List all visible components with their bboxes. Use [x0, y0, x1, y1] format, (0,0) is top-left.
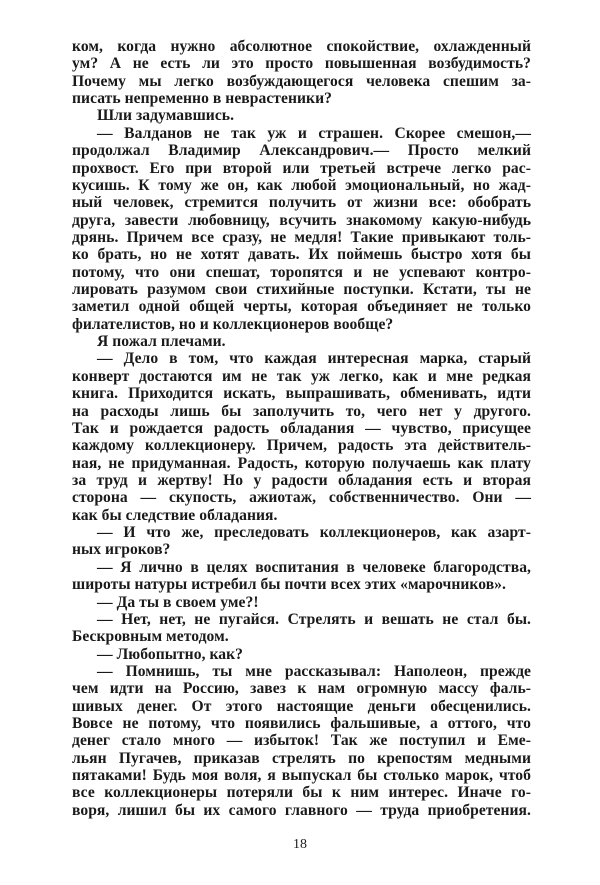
text-line: Вовсе не потому, что появились фальшивые, а оттого, что	[72, 715, 531, 733]
text-line: — Да ты в своем уме?!	[97, 593, 259, 611]
page-text	[72, 38, 531, 819]
text-line: сторона — скупость, ажиотаж, собственничество. Они —	[72, 489, 531, 507]
text-line: на расходы лишь бы заполучить то, чего нет у другого.	[72, 402, 531, 420]
text-line: продолжал Владимир Александрович.— Просто мелкий	[72, 142, 531, 160]
paragraph	[72, 524, 531, 559]
text-line: лировать разумом свои стихийные поступки. Кстати, ты не	[72, 281, 531, 299]
text-line: — Любопытно, как?	[97, 645, 243, 663]
text-line: — Валданов не так уж и страшен. Скорее смешон,—	[97, 124, 531, 142]
text-line: — Нет, нет, не пугайся. Стрелять и вешать не стал бы.	[97, 610, 531, 628]
text-line: филателистов, но и коллекционеров вообще?	[72, 315, 394, 333]
text-line: дрянь. Причем все сразу, не медля! Такие привыкают толь-	[72, 228, 531, 246]
page-number: 18	[293, 837, 307, 852]
paragraph	[72, 350, 531, 524]
paragraph	[72, 611, 531, 646]
text-line: денег стало много — избыток! Так же поступил и Еме-	[72, 732, 531, 750]
text-line: — Дело в том, что каждая интересная марка, старый	[97, 350, 531, 368]
text-line: Так и рождается радость обладания — чувство, присущее	[72, 419, 531, 437]
text-line: Почему мы легко возбуждающегося человека спешим за-	[72, 72, 531, 90]
paragraph	[72, 107, 531, 124]
text-line: воря, лишил бы их самого главного — труда приобретения.	[72, 801, 531, 819]
text-line: ных игроков?	[72, 541, 171, 559]
text-line: чем идти на Россию, завез к нам огромную массу фаль-	[72, 680, 531, 698]
text-line: ко брать, но не хотят давать. Их поймешь быстро хотя бы	[72, 246, 531, 264]
text-line: друга, завести любовницу, всучить знакомому какую-нибудь	[72, 211, 531, 229]
text-line: шивых денег. От этого настоящие деньги обесценились.	[72, 697, 531, 715]
paragraph	[72, 125, 531, 333]
text-line: прохвост. Его при второй или третьей встрече легко рас-	[72, 159, 531, 177]
text-line: Я пожал плечами.	[97, 333, 226, 351]
text-line: книга. Приходится искать, выпрашивать, обменивать, идти	[72, 385, 531, 403]
text-line: — Помнишь, ты мне рассказывал: Наполеон, прежде	[97, 662, 531, 680]
text-line: Бескровным методом.	[72, 628, 229, 646]
text-line: за труд и жертву! Но у радости обладания есть и вторая	[72, 471, 531, 489]
text-line: писать непременно в неврастеники?	[72, 90, 332, 108]
text-line: широты натуры истребил бы почти всех этих «марочников».	[72, 576, 506, 594]
paragraph	[72, 38, 531, 107]
text-line: — И что же, преследовать коллекционеров, как азарт-	[97, 524, 531, 542]
text-line: ная, не придуманная. Радость, которую получаешь как плату	[72, 454, 531, 472]
text-line: льян Пугачев, приказав стрелять по крепостям медными	[72, 749, 531, 767]
text-line: ком, когда нужно абсолютное спокойствие, охлажденный	[72, 38, 531, 55]
text-line: потому, что они спешат, торопятся и не успевают контро-	[72, 263, 531, 281]
text-line: пятаками! Будь моя воля, я выпускал бы столько марок, чтоб	[72, 767, 531, 785]
text-line: как бы следствие обладания.	[72, 506, 278, 524]
text-line: заметил одной общей черты, которая объединяет не только	[72, 298, 531, 316]
text-line: — Я лично в целях воспитания в человеке благородства,	[97, 558, 531, 576]
paragraph	[72, 594, 531, 611]
text-line: конверт достаются им не так уж легко, как и мне редкая	[72, 367, 531, 385]
text-line: каждому коллекционеру. Причем, радость эта действитель-	[72, 437, 531, 455]
text-line: Шли задумавшись.	[97, 107, 235, 125]
paragraph	[72, 646, 531, 663]
text-line: все коллекционеры потеряли бы к ним интерес. Иначе го-	[72, 784, 531, 802]
paragraph	[72, 333, 531, 350]
text-line: кусишь. К тому же он, как любой эмоциональный, но жад-	[72, 176, 531, 194]
text-line: ум? А не есть ли это просто повышенная возбудимость?	[72, 55, 531, 73]
paragraph	[72, 663, 531, 819]
paragraph	[72, 559, 531, 594]
text-line: ный человек, стремится получить от жизни все: обобрать	[72, 194, 531, 212]
